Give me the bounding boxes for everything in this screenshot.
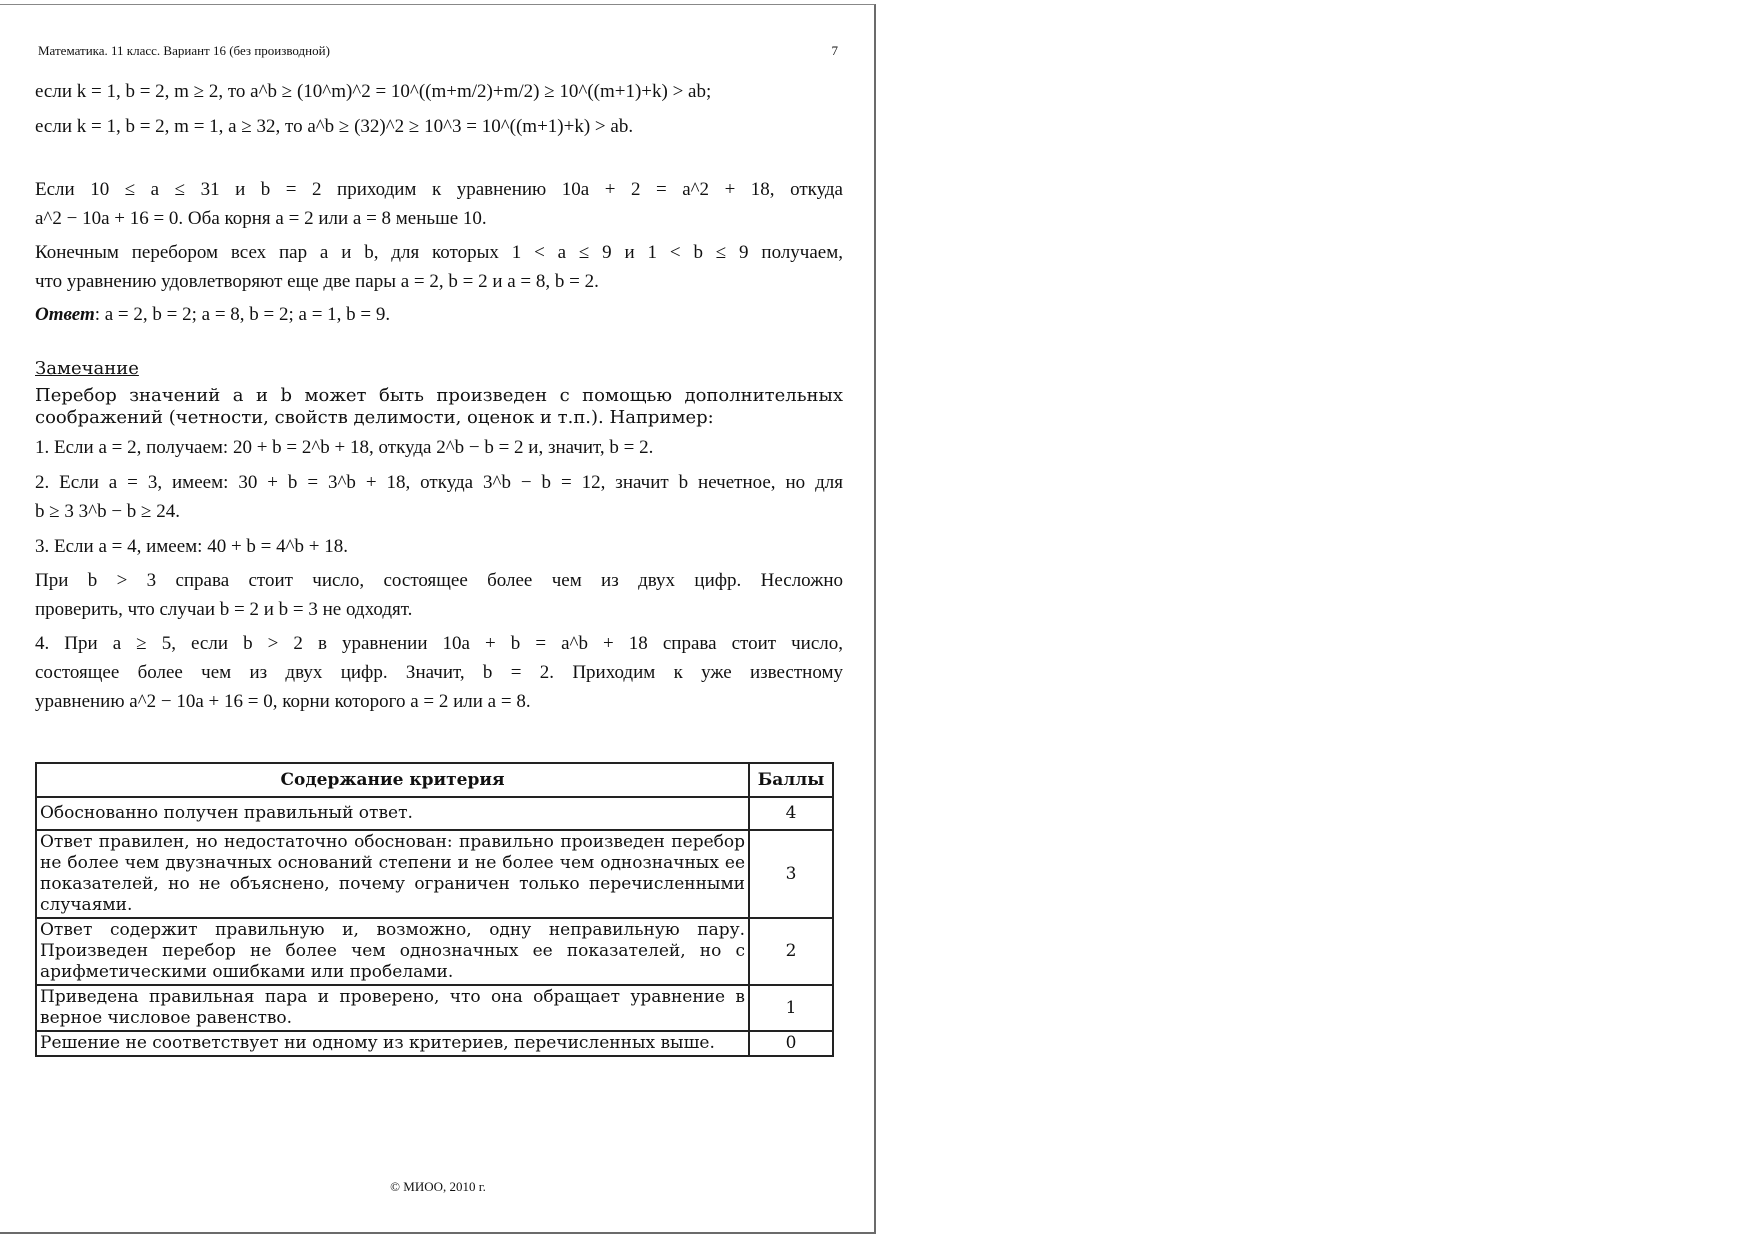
item-1: 1. Если a = 2, получаем: 20 + b = 2^b + 18, откуда 2^b − b = 2 и, значит, b = 2. bbox=[35, 437, 654, 458]
text-line-4: a^2 − 10a + 16 = 0. Оба корня a = 2 или a = 8 меньше 10. bbox=[35, 208, 487, 229]
remark-line-2: соображений (четности, свойств делимости, оценок и т.п.). Например: bbox=[35, 407, 714, 428]
criteria-score: 2 bbox=[749, 918, 833, 985]
item-4-line-3: уравнению a^2 − 10a + 16 = 0, корни которого a = 2 или a = 8. bbox=[35, 691, 531, 712]
criteria-text: Ответ правилен, но недостаточно обоснован: правильно произведен перебор не более чем двузначных оснований степени и не более чем однозначных ее показателей, но не объяснено, почему ограничен только перечисленными случаями. bbox=[36, 830, 749, 918]
text-line-6: что уравнению удовлетворяют еще две пары a = 2, b = 2 и a = 8, b = 2. bbox=[35, 271, 599, 292]
table-row bbox=[36, 918, 833, 985]
header-criteria: Содержание критерия bbox=[36, 763, 749, 797]
table-header-row bbox=[36, 763, 833, 797]
text-line-5: Конечным перебором всех пар a и b, для которых 1 < a ≤ 9 и 1 < b ≤ 9 получаем, bbox=[35, 242, 843, 263]
document-page bbox=[0, 4, 876, 1234]
text-line-2: если k = 1, b = 2, m = 1, a ≥ 32, то a^b ≥ (32)^2 ≥ 10^3 = 10^((m+1)+k) > ab. bbox=[35, 116, 634, 137]
answer-line bbox=[35, 300, 843, 329]
table-row bbox=[36, 985, 833, 1031]
item-4-line-2: состоящее более чем из двух цифр. Значит, b = 2. Приходим к уже известному bbox=[35, 662, 843, 683]
criteria-text: Решение не соответствует ни одному из критериев, перечисленных выше. bbox=[36, 1031, 749, 1056]
table-row bbox=[36, 1031, 833, 1056]
answer-label: Ответ bbox=[35, 304, 95, 325]
criteria-score: 3 bbox=[749, 830, 833, 918]
criteria-score: 4 bbox=[749, 797, 833, 830]
text-line-3: Если 10 ≤ a ≤ 31 и b = 2 приходим к уравнению 10a + 2 = a^2 + 18, откуда bbox=[35, 179, 843, 200]
item-3: 3. Если a = 4, имеем: 40 + b = 4^b + 18. bbox=[35, 536, 349, 557]
table-row bbox=[36, 830, 833, 918]
table-row bbox=[36, 797, 833, 830]
remark-line-1: Перебор значений a и b может быть произведен с помощью дополнительных bbox=[35, 385, 843, 406]
text-line-1: если k = 1, b = 2, m ≥ 2, то a^b ≥ (10^m)^2 = 10^((m+m/2)+m/2) ≥ 10^((m+1)+k) > ab; bbox=[35, 81, 712, 102]
criteria-score: 0 bbox=[749, 1031, 833, 1056]
item-3-line-1: При b > 3 справа стоит число, состоящее более чем из двух цифр. Несложно bbox=[35, 570, 843, 591]
answer-text: : a = 2, b = 2; a = 8, b = 2; a = 1, b = 9. bbox=[94, 304, 391, 325]
criteria-score: 1 bbox=[749, 985, 833, 1031]
criteria-text: Ответ содержит правильную и, возможно, одну неправильную пару. Произведен перебор не более чем однозначных ее показателей, но с арифметическими ошибками или пробелами. bbox=[36, 918, 749, 985]
remark-title: Замечание bbox=[35, 358, 139, 379]
header-title: Математика. 11 класс. Вариант 16 (без производной) bbox=[38, 43, 330, 58]
criteria-text: Обоснованно получен правильный ответ. bbox=[36, 797, 749, 830]
page-header bbox=[38, 43, 838, 59]
criteria-table bbox=[35, 762, 834, 1057]
item-2-line-2: b ≥ 3 3^b − b ≥ 24. bbox=[35, 501, 180, 522]
item-4-line-1: 4. При a ≥ 5, если b > 2 в уравнении 10a + b = a^b + 18 справа стоит число, bbox=[35, 633, 843, 654]
header-score: Баллы bbox=[749, 763, 833, 797]
item-3-line-2: проверить, что случаи b = 2 и b = 3 не одходят. bbox=[35, 599, 413, 620]
page-number: 7 bbox=[831, 43, 838, 58]
item-2-line-1: 2. Если a = 3, имеем: 30 + b = 3^b + 18, откуда 3^b − b = 12, значит b нечетное, но для bbox=[35, 472, 843, 493]
criteria-text: Приведена правильная пара и проверено, что она обращает уравнение в верное числовое равенство. bbox=[36, 985, 749, 1031]
page-footer: © МИОО, 2010 г. bbox=[390, 1179, 486, 1194]
